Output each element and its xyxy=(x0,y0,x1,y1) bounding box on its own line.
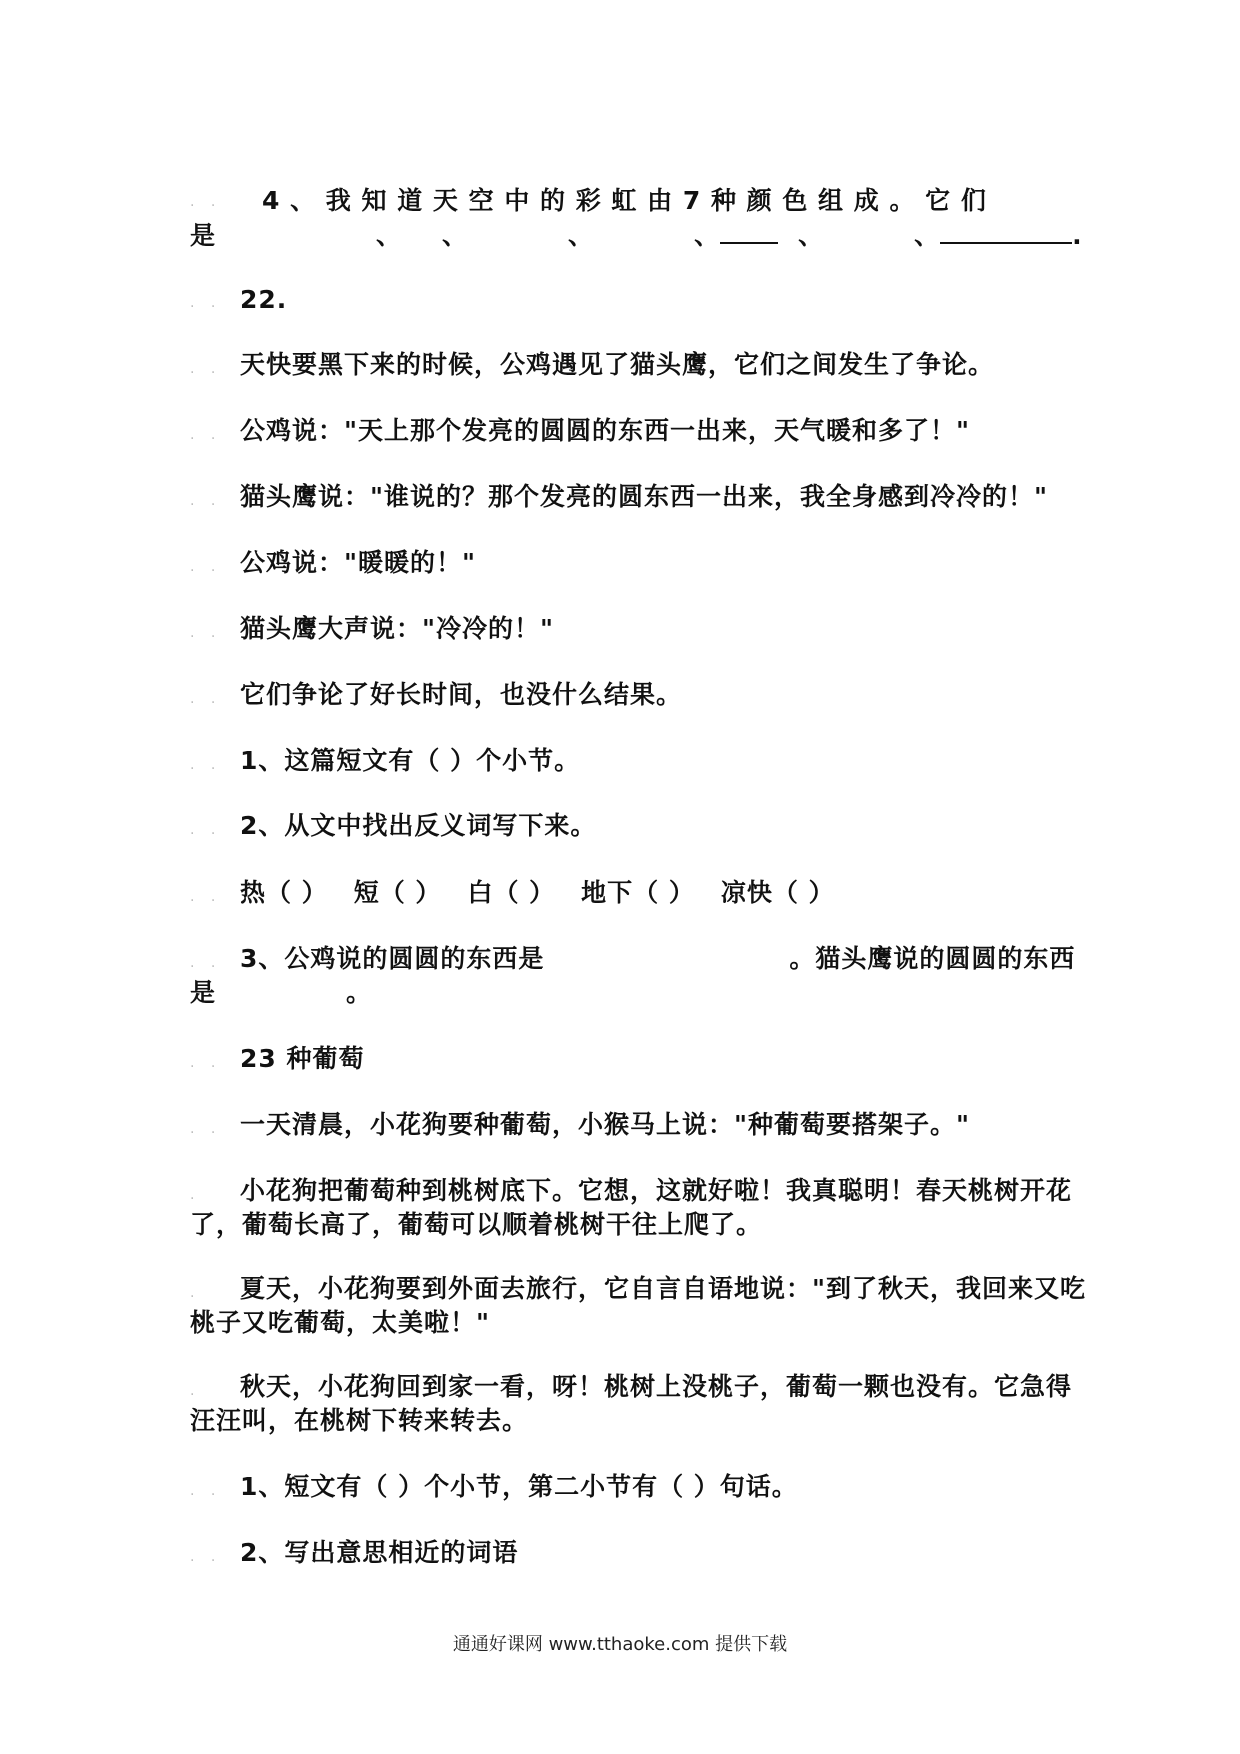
q4-line1: 4 、 我 知 道 天 空 中 的 彩 虹 由 7 种 颜 色 组 成 。 它 们 xyxy=(262,186,987,215)
margin-dots: . . xyxy=(190,1549,222,1565)
margin-dots: . . xyxy=(190,1483,222,1499)
margin-dots: . . xyxy=(190,295,222,311)
s23-para4-line1: 秋天，小花狗回到家一看，呀！桃树上没桃子，葡萄一颗也没有。它急得 xyxy=(240,1372,1073,1401)
margin-dots: . . xyxy=(190,1055,222,1071)
margin-dots: . xyxy=(190,1285,201,1301)
s22-q3-line2: 是 。 xyxy=(190,978,373,1007)
section-22-heading: 22. xyxy=(240,285,288,314)
margin-dots: . . xyxy=(190,559,222,575)
s23-para2-line2: 了，葡萄长高了，葡萄可以顺着桃树干往上爬了。 xyxy=(190,1210,763,1239)
margin-dots: . xyxy=(190,1383,201,1399)
q4-line2: 是 、 、 、 、 、 、 . xyxy=(190,218,1083,253)
s23-para4-line2: 汪汪叫，在桃树下转来转去。 xyxy=(190,1406,529,1435)
blank-line[interactable] xyxy=(720,218,778,244)
s22-para1: 天快要黑下来的时候，公鸡遇见了猫头鹰，它们之间发生了争论。 xyxy=(240,350,995,379)
margin-dots: . . xyxy=(190,822,222,838)
s22-q2: 2、从文中找出反义词写下来。 xyxy=(240,811,597,840)
margin-dots: . . xyxy=(190,493,222,509)
q4-lead: 是 xyxy=(190,221,217,250)
footer-text: 通通好课网 www.tthaoke.com 提供下载 xyxy=(452,1634,788,1655)
margin-dots: . . xyxy=(190,757,222,773)
s23-para3-line2: 桃子又吃葡萄，太美啦！" xyxy=(190,1308,491,1337)
blank-line[interactable] xyxy=(940,218,1072,244)
antonym-item: 凉快（ ） xyxy=(720,878,835,907)
s22-para3: 猫头鹰说："谁说的？那个发亮的圆东西一出来，我全身感到冷冷的！" xyxy=(240,482,1049,511)
margin-dots: . . xyxy=(190,691,222,707)
margin-dots: . . xyxy=(190,955,222,971)
s23-para3-line1: 夏天，小花狗要到外面去旅行，它自言自语地说："到了秋天，我回来又吃 xyxy=(240,1274,1087,1303)
s23-para2-line1: 小花狗把葡萄种到桃树底下。它想，这就好啦！我真聪明！春天桃树开花 xyxy=(240,1176,1073,1205)
margin-dots: . xyxy=(190,1187,201,1203)
s22-antonyms xyxy=(240,876,835,910)
margin-dots: . . xyxy=(190,889,222,905)
s22-q3-line1: 3、公鸡说的圆圆的东西是 。猫头鹰说的圆圆的东西 xyxy=(240,944,1076,973)
s22-para2: 公鸡说："天上那个发亮的圆圆的东西一出来，天气暖和多了！" xyxy=(240,416,971,445)
s22-para5: 猫头鹰大声说："冷冷的！" xyxy=(240,614,555,643)
section-23-heading: 23 种葡萄 xyxy=(240,1044,365,1073)
s23-q1: 1、短文有（ ）个小节，第二小节有（ ）句话。 xyxy=(240,1472,798,1501)
s23-q2: 2、写出意思相近的词语 xyxy=(240,1538,519,1567)
margin-dots: . . xyxy=(190,625,222,641)
s23-para1: 一天清晨，小花狗要种葡萄，小猴马上说："种葡萄要搭架子。" xyxy=(240,1110,971,1139)
margin-dots: . . xyxy=(190,427,222,443)
s22-para6: 它们争论了好长时间，也没什么结果。 xyxy=(240,680,683,709)
margin-dots: . . xyxy=(190,194,222,210)
s22-q1: 1、这篇短文有（ ）个小节。 xyxy=(240,746,581,775)
antonym-item: 白（ ） xyxy=(467,878,556,907)
antonym-item: 短（ ） xyxy=(353,878,442,907)
s22-para4: 公鸡说："暖暖的！" xyxy=(240,548,477,577)
margin-dots: . . xyxy=(190,361,222,377)
antonym-item: 地下（ ） xyxy=(581,878,695,907)
margin-dots: . . xyxy=(190,1121,222,1137)
antonym-item: 热（ ） xyxy=(240,878,328,907)
